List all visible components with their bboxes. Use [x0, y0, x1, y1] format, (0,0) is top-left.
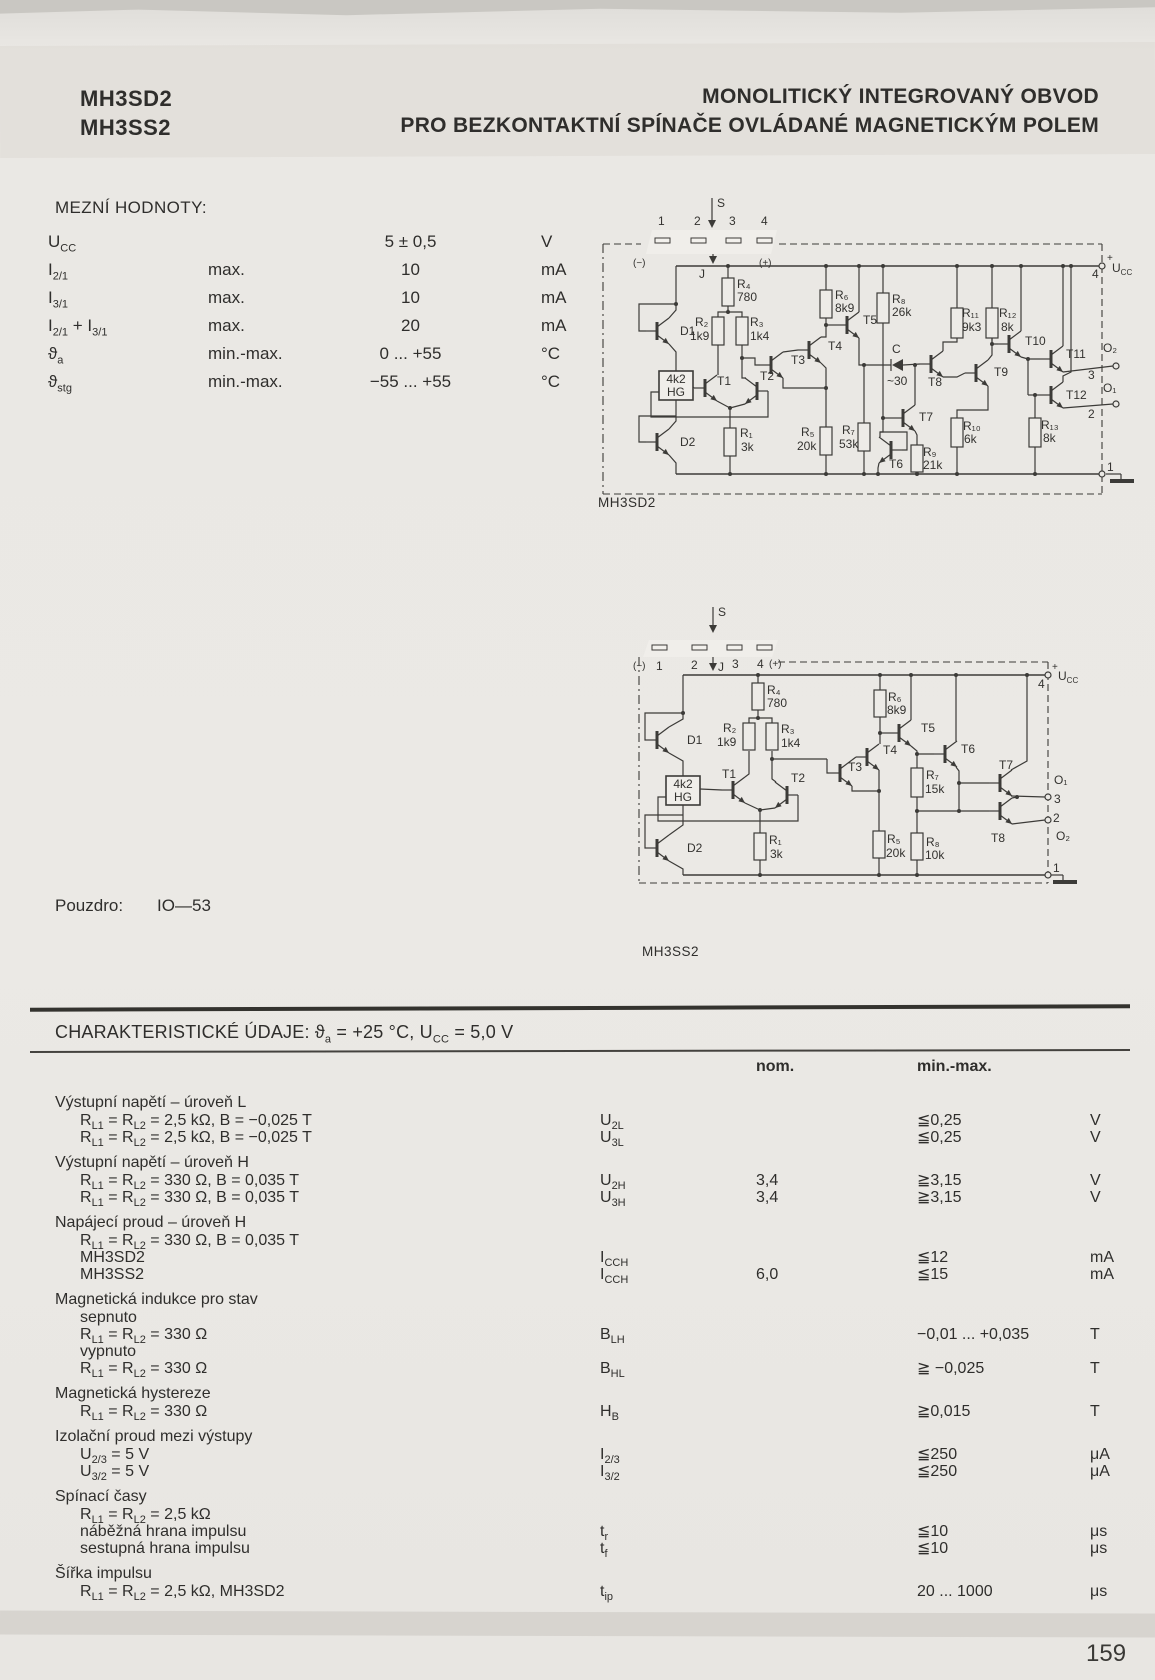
- ucc-label: $U_{CC}$: [1112, 261, 1133, 277]
- pin-label: 4: [757, 657, 764, 671]
- row-unit: V: [1090, 1129, 1101, 1146]
- group-title: Výstupní napětí – úroveň H: [55, 1154, 249, 1171]
- group-title: Výstupní napětí – úroveň L: [55, 1094, 247, 1111]
- row-condition: náběžná hrana impulsu: [80, 1523, 247, 1540]
- component-label: R₇: [842, 423, 855, 437]
- transistor-t11: [1040, 346, 1063, 372]
- resistor-r1: [754, 833, 766, 860]
- resistor-r3: [736, 317, 748, 345]
- transistor-t8: [920, 351, 943, 377]
- row-symbol: $t_f$: [600, 1540, 608, 1561]
- table-row: [55, 1249, 1155, 1270]
- row-minmax: ≦250: [917, 1463, 958, 1480]
- row-nom: [750, 1403, 905, 1426]
- transistor-d2: [646, 429, 669, 455]
- row-condition: $R_{L1} = R_{L2} = 2,5$ kΩ, B = −0,025 T: [80, 1112, 312, 1133]
- column-headers: [55, 1058, 1155, 1076]
- component-label: R₈: [892, 292, 906, 306]
- component-label: R₂: [695, 315, 709, 329]
- resistor-r2: [712, 317, 724, 345]
- limit-value: 10: [401, 260, 420, 279]
- component-value: 20k: [797, 439, 817, 453]
- table-row: [55, 1129, 1155, 1150]
- component-label: D1: [687, 733, 703, 747]
- hg-label: HG: [674, 790, 692, 804]
- limit-value: 0 ... +55: [379, 344, 442, 363]
- row-minmax: ≦0,25: [917, 1112, 962, 1129]
- row-nom: [750, 1583, 905, 1606]
- row-condition: $R_{L1} = R_{L2} = 330$ Ω: [80, 1326, 208, 1347]
- row-minmax: ≦15: [917, 1266, 949, 1283]
- limit-cond: max.: [208, 260, 245, 279]
- table-row: [55, 1523, 1155, 1544]
- pin-3-node: [1045, 794, 1051, 800]
- pin-label: 4: [1092, 267, 1099, 281]
- pin-label: 1: [656, 659, 663, 673]
- component-value: 20k: [886, 846, 906, 860]
- component-label: T1: [717, 374, 732, 388]
- component-value: 8k9: [887, 703, 907, 717]
- row-condition: $R_{L1} = R_{L2} = 2,5$ kΩ, MH3SD2: [80, 1583, 285, 1604]
- component-label: T9: [994, 365, 1009, 379]
- component-label: R₉: [923, 445, 937, 459]
- pin-label: 4: [1038, 677, 1045, 691]
- column-header-minmax: min.-max.: [917, 1058, 992, 1075]
- row-minmax: ≧0,015: [917, 1403, 971, 1420]
- component-value: 15k: [925, 782, 945, 796]
- row-unit: T: [1090, 1326, 1100, 1343]
- table-row: [55, 1343, 1155, 1360]
- resistor-r6: [820, 290, 832, 318]
- row-unit: mA: [1090, 1249, 1114, 1266]
- product-name-1: MH3SD2: [80, 86, 173, 111]
- component-value: ~30: [887, 374, 908, 388]
- row-symbol: $t_{ip}$: [600, 1583, 614, 1604]
- limit-cond: max.: [208, 316, 245, 335]
- polarity-minus: (−): [633, 258, 646, 269]
- row-condition: $R_{L1} = R_{L2} = 330$ Ω: [80, 1360, 208, 1381]
- row-symbol: $t_r$: [600, 1523, 609, 1544]
- component-value: 8k9: [835, 301, 855, 315]
- component-label: T5: [863, 313, 878, 327]
- limit-param: $U_{CC}$: [48, 232, 77, 255]
- characteristics-table: [0, 1086, 1155, 1604]
- row-symbol: $B_{LH}$: [600, 1326, 625, 1347]
- component-label: T6: [889, 457, 904, 471]
- package-note: [55, 896, 245, 916]
- group-title: Magnetická indukce pro stav: [55, 1291, 258, 1308]
- limit-value: 20: [401, 316, 420, 335]
- component-label: R₅: [801, 425, 815, 439]
- component-label: R₂: [723, 721, 737, 735]
- component-label: R₁: [740, 426, 753, 440]
- limit-value: 5 ± 0,5: [384, 232, 437, 251]
- scan-artifact-top: [0, 0, 1155, 16]
- row-condition: $U_{2/3} = 5$ V: [80, 1446, 150, 1467]
- transistor-t2: [775, 782, 798, 808]
- component-label: T4: [828, 339, 843, 353]
- output-label: O₁: [1054, 773, 1068, 787]
- transistor-d2: [646, 835, 669, 861]
- ucc-plus: +: [1052, 662, 1058, 673]
- pin-label: 2: [1088, 407, 1095, 421]
- row-symbol: $U_{2L}$: [600, 1112, 624, 1133]
- resistor-r1: [724, 428, 736, 456]
- table-row: [55, 1583, 1155, 1604]
- ucc-plus: +: [1107, 253, 1113, 264]
- component-value: 780: [737, 290, 758, 304]
- component-value: 6k: [964, 432, 977, 446]
- row-unit: V: [1090, 1189, 1101, 1206]
- table-row: [55, 1506, 1155, 1527]
- diagram-caption: MH3SD2: [598, 495, 656, 510]
- pin-1-node: [1099, 471, 1105, 477]
- component-label: C: [892, 342, 901, 356]
- row-symbol: $U_{2H}$: [600, 1172, 626, 1193]
- limit-param: $I_{2/1}$: [48, 260, 69, 283]
- resistor-r6: [874, 690, 886, 717]
- schematic-mh3sd2: [595, 192, 1147, 508]
- limit-unit: mA: [541, 316, 567, 335]
- transistor-t1: [694, 375, 717, 401]
- pin-2-node: [1045, 817, 1051, 823]
- schematic-mh3ss2: [597, 563, 1149, 895]
- resistor-r4: [752, 683, 764, 710]
- pin-label: 3: [1054, 792, 1061, 806]
- component-label: R₇: [926, 768, 939, 782]
- row-minmax: ≦12: [917, 1249, 949, 1266]
- component-label: D1: [680, 324, 696, 338]
- page-title: [339, 82, 1099, 140]
- resistor-r12: [986, 308, 998, 338]
- pin-4-node: [1099, 263, 1105, 269]
- limit-param: $ϑ_{stg}$: [48, 372, 72, 395]
- row-nom: [750, 1540, 905, 1563]
- component-label: R₁₂: [999, 306, 1017, 320]
- row-condition: MH3SS2: [80, 1266, 145, 1283]
- ucc-label: $U_{CC}$: [1058, 669, 1079, 685]
- transistor-t12: [1040, 382, 1063, 408]
- component-label: R₆: [835, 288, 849, 302]
- row-nom: [750, 1129, 905, 1152]
- row-nom: [750, 1463, 905, 1486]
- row-minmax: ≦250: [917, 1446, 958, 1463]
- component-label: T2: [760, 369, 775, 383]
- resistor-r7: [858, 423, 870, 451]
- transistor-t7: [989, 770, 1012, 796]
- group-title: Magnetická hystereze: [55, 1385, 211, 1402]
- row-minmax: ≦10: [917, 1523, 949, 1540]
- component-label: R₆: [888, 690, 902, 704]
- component-label: T10: [1025, 334, 1046, 348]
- row-nom: 6,0: [756, 1266, 779, 1283]
- j-label: J: [718, 660, 724, 674]
- resistor-r4: [722, 278, 734, 306]
- row-minmax: −0,01 ... +0,035: [917, 1326, 1030, 1343]
- column-header-nom: nom.: [756, 1058, 795, 1075]
- row-condition: $R_{L1} = R_{L2} = 2,5$ kΩ, B = −0,025 T: [80, 1129, 312, 1150]
- row-symbol: $H_B$: [600, 1403, 619, 1424]
- limit-value: 10: [401, 288, 420, 307]
- row-minmax: 20 ... 1000: [917, 1583, 993, 1600]
- pin-4-node: [1045, 672, 1051, 678]
- component-value: 3k: [741, 440, 754, 454]
- ic-package: [643, 640, 778, 657]
- output-label: O₂: [1056, 829, 1070, 843]
- component-label: T2: [791, 771, 806, 785]
- package-label: Pouzdro:: [55, 896, 124, 915]
- title-line-1: MONOLITICKÝ INTEGROVANÝ OBVOD: [702, 85, 1099, 108]
- resistor-r9: [911, 445, 923, 472]
- table-row: [55, 1540, 1155, 1561]
- component-label: R₁₀: [963, 419, 981, 433]
- transistor-t5: [836, 312, 859, 338]
- hg-value: 4k2: [673, 777, 693, 791]
- table-row: [55, 1326, 1155, 1347]
- package-value: IO—53: [157, 896, 211, 915]
- component-label: R₅: [887, 832, 901, 846]
- component-label: R₃: [781, 722, 795, 736]
- component-value: 1k4: [750, 329, 770, 343]
- component-label: T8: [991, 831, 1006, 845]
- row-condition: $R_{L1} = R_{L2} = 330$ Ω, B = 0,035 T: [80, 1232, 299, 1253]
- component-value: 8k: [1043, 431, 1056, 445]
- table-row: [55, 1112, 1155, 1133]
- row-symbol: $I_{CCH}$: [600, 1249, 629, 1270]
- component-label: R₃: [750, 315, 764, 329]
- component-value: 9k3: [962, 320, 982, 334]
- row-nom: 3,4: [756, 1189, 779, 1206]
- limit-param: $I_{3/1}$: [48, 288, 69, 311]
- table-row: [55, 1309, 1155, 1326]
- polarity-plus: (+): [769, 659, 782, 670]
- table-row: [55, 1232, 1155, 1253]
- output-label: O₂: [1103, 341, 1117, 355]
- scan-band-bottom: [0, 1610, 1155, 1637]
- limit-value: −55 ... +55: [369, 372, 452, 391]
- component-label: T7: [919, 410, 934, 424]
- table-row: [55, 1360, 1155, 1381]
- row-condition: sepnuto: [80, 1309, 137, 1326]
- component-label: R₁₁: [962, 306, 979, 320]
- row-minmax: ≧3,15: [917, 1172, 962, 1189]
- row-condition: $R_{L1} = R_{L2} = 330$ Ω, B = 0,035 T: [80, 1189, 299, 1210]
- component-label: T3: [791, 353, 806, 367]
- s-label: S: [717, 196, 726, 210]
- limit-param: $I_{2/1} + I_{3/1}$: [48, 316, 108, 339]
- row-unit: μs: [1090, 1583, 1108, 1600]
- component-value: 1k4: [781, 736, 801, 750]
- component-value: 26k: [892, 305, 912, 319]
- row-condition: $R_{L1} = R_{L2} = 2,5$ kΩ: [80, 1506, 211, 1527]
- characteristics-heading: CHARAKTERISTICKÉ ÚDAJE: $ϑ_a = +25$ °C, $U_{CC} = 5,0$ V: [55, 1022, 514, 1046]
- transistor-t6: [934, 741, 957, 767]
- component-value: 1k9: [717, 735, 737, 749]
- row-unit: V: [1090, 1112, 1101, 1129]
- limit-unit: °C: [541, 344, 561, 363]
- table-row: [55, 1463, 1155, 1484]
- circuit-border: [603, 244, 1102, 494]
- row-unit: V: [1090, 1172, 1101, 1189]
- row-condition: MH3SD2: [80, 1249, 145, 1266]
- pin-label: 4: [761, 214, 768, 228]
- magnet-arrow: [709, 607, 717, 671]
- row-unit: T: [1090, 1360, 1100, 1377]
- resistor-r10: [951, 418, 963, 447]
- pin-label: 2: [1053, 811, 1060, 825]
- capacitor-c: [891, 359, 903, 371]
- component-label: T11: [1066, 347, 1086, 361]
- component-label: T12: [1066, 388, 1087, 402]
- product-names: [80, 84, 172, 142]
- pin-label: 3: [732, 657, 739, 671]
- transistor-d1: [646, 727, 669, 753]
- s-label: S: [718, 605, 727, 619]
- row-symbol: $I_{CCH}$: [600, 1266, 629, 1287]
- table-row: [55, 1446, 1155, 1467]
- divider: [30, 1004, 1130, 1011]
- row-symbol: $U_{3H}$: [600, 1189, 626, 1210]
- resistor-r7: [911, 768, 923, 797]
- component-label: T4: [883, 743, 898, 757]
- row-unit: μA: [1090, 1446, 1110, 1463]
- table-row: [55, 1172, 1155, 1193]
- component-value: 3k: [770, 847, 783, 861]
- row-unit: μA: [1090, 1463, 1110, 1480]
- resistor-r13: [1029, 418, 1041, 447]
- limit-param: $ϑ_a$: [48, 344, 64, 367]
- title-line-2: PRO BEZKONTAKTNÍ SPÍNAČE OVLÁDANÉ MAGNETICKÝM POLEM: [400, 114, 1099, 137]
- row-nom: 3,4: [756, 1172, 779, 1189]
- limit-cond: max.: [208, 288, 245, 307]
- component-label: T6: [961, 742, 976, 756]
- page-number: 159: [1086, 1640, 1127, 1667]
- resistor-r5: [873, 831, 885, 858]
- component-label: D2: [680, 435, 696, 449]
- pin-label: 2: [694, 214, 701, 228]
- component-label: R₁: [769, 833, 782, 847]
- pin-label: 1: [1053, 861, 1060, 875]
- component-label: D2: [687, 841, 703, 855]
- group-title: Izolační proud mezi výstupy: [55, 1428, 253, 1445]
- resistor-r3: [766, 723, 778, 750]
- limit-cond: min.-max.: [208, 372, 283, 391]
- row-condition: $R_{L1} = R_{L2} = 330$ Ω: [80, 1403, 208, 1424]
- row-minmax: ≦0,25: [917, 1129, 962, 1146]
- component-value: 10k: [925, 848, 945, 862]
- component-label: R₈: [926, 835, 940, 849]
- transistor-t7: [892, 405, 915, 431]
- row-nom: [750, 1360, 905, 1383]
- transistor-t10: [998, 331, 1021, 357]
- row-condition: $R_{L1} = R_{L2} = 330$ Ω, B = 0,035 T: [80, 1172, 299, 1193]
- table-row: [55, 1189, 1155, 1210]
- group-title: Napájecí proud – úroveň H: [55, 1214, 247, 1231]
- resistor-r5: [820, 427, 832, 455]
- pin-3-node: [1113, 363, 1119, 369]
- limits-title: MEZNÍ HODNOTY:: [55, 198, 207, 217]
- limit-unit: V: [541, 232, 553, 251]
- pin-label: 1: [1107, 460, 1114, 474]
- pin-1-node: [1045, 872, 1051, 878]
- polarity-minus: (−): [633, 661, 646, 672]
- row-symbol: $B_{HL}$: [600, 1360, 625, 1381]
- component-label: R₄: [737, 277, 751, 291]
- resistor-r8: [911, 833, 923, 860]
- row-symbol: $I_{3/2}$: [600, 1463, 620, 1484]
- transistor-t8: [989, 798, 1012, 824]
- row-unit: μs: [1090, 1523, 1108, 1540]
- ic-package: [646, 230, 777, 254]
- component-value: 53k: [839, 437, 859, 451]
- limit-cond: min.-max.: [208, 344, 283, 363]
- hg-label: HG: [667, 385, 685, 399]
- polarity-plus: (+): [759, 258, 772, 269]
- output-label: O₁: [1103, 381, 1117, 395]
- row-unit: μs: [1090, 1540, 1108, 1557]
- row-condition: vypnuto: [80, 1343, 137, 1360]
- pin-label: 2: [691, 658, 698, 672]
- row-symbol: $U_{3L}$: [600, 1129, 624, 1150]
- resistor-r8: [877, 293, 889, 323]
- row-minmax: ≧ −0,025: [917, 1360, 985, 1377]
- product-name-2: MH3SS2: [80, 115, 172, 140]
- component-value: 780: [767, 696, 788, 710]
- row-symbol: $I_{2/3}$: [600, 1446, 620, 1467]
- row-condition: sestupná hrana impulsu: [80, 1540, 250, 1557]
- row-minmax: ≧3,15: [917, 1189, 962, 1206]
- resistor-r2: [743, 723, 755, 750]
- pin-label: 1: [658, 214, 665, 228]
- component-value: 21k: [923, 458, 943, 472]
- component-label: T8: [928, 375, 943, 389]
- limit-unit: °C: [541, 372, 561, 391]
- pin-label: 3: [1088, 368, 1095, 382]
- group-title: Spínací časy: [55, 1488, 147, 1505]
- component-label: T1: [722, 767, 737, 781]
- component-label: R₁₃: [1041, 418, 1059, 432]
- divider: [30, 1049, 1130, 1053]
- j-label: J: [699, 267, 705, 281]
- row-unit: T: [1090, 1403, 1100, 1420]
- pin-label: 3: [729, 214, 736, 228]
- group-title: Šířka impulsu: [55, 1565, 152, 1582]
- component-label: R₄: [767, 683, 781, 697]
- component-label: T7: [999, 758, 1014, 772]
- table-row: [55, 1403, 1155, 1424]
- pin-2-node: [1113, 401, 1119, 407]
- component-value: 1k9: [690, 329, 710, 343]
- limit-unit: mA: [541, 260, 567, 279]
- transistor-d1: [646, 318, 669, 344]
- hg-value: 4k2: [666, 372, 686, 386]
- component-label: T3: [848, 760, 863, 774]
- table-row: [55, 1266, 1155, 1287]
- limit-unit: mA: [541, 288, 567, 307]
- component-value: 8k: [1001, 320, 1014, 334]
- row-minmax: ≦10: [917, 1540, 949, 1557]
- component-label: T5: [921, 721, 936, 735]
- diagram-caption: MH3SS2: [642, 944, 700, 959]
- transistor-t9: [965, 360, 988, 386]
- row-condition: $U_{3/2} = 5$ V: [80, 1463, 150, 1484]
- row-unit: mA: [1090, 1266, 1114, 1283]
